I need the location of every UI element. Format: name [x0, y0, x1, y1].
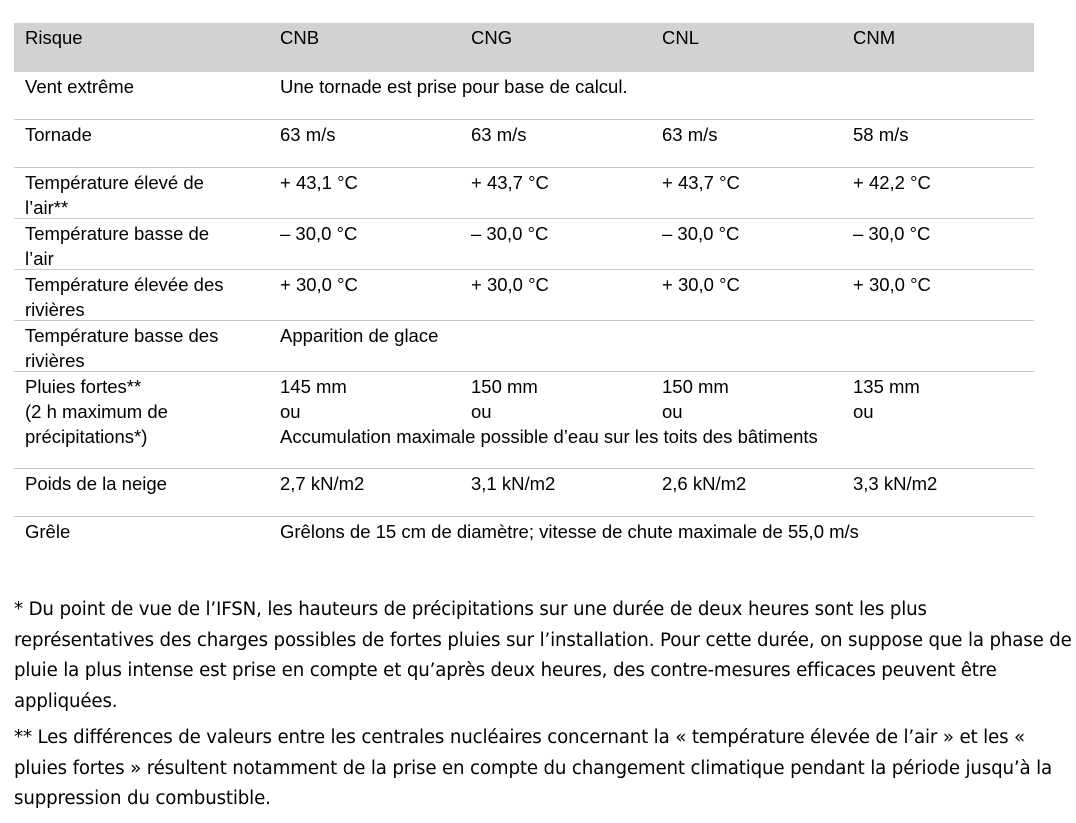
table-row	[14, 469, 1034, 517]
header-cnl: CNL	[662, 27, 700, 48]
table-row	[14, 219, 1034, 270]
footnotes	[14, 595, 1072, 821]
row-label: Grêle	[25, 521, 71, 542]
row-label: Température basse des rivières	[25, 325, 219, 371]
footnote-single-star: * Du point de vue de l’IFSN, les hauteurs de précipitations sur une durée de deux heures sont les plus représentatives des charges possibles de fortes pluies sur l’installation. Pour cette durée, on suppose que la phase de pluie la plus intense est prise en compte et qu’après deux heures, des contre-mesures efficaces peuvent être appliquées.	[14, 599, 1072, 712]
row-label: Température élevée des rivières	[25, 274, 224, 320]
table-row	[14, 321, 1034, 372]
cell-cnl: – 30,0 °C	[662, 223, 740, 244]
table-header-row	[14, 23, 1034, 72]
header-risque: Risque	[25, 27, 83, 48]
row-label: Température basse de l’air	[25, 223, 210, 269]
cell-cng: + 30,0 °C	[471, 274, 549, 295]
row-span-value: Accumulation maximale possible d’eau sur les toits des bâtiments	[280, 426, 818, 447]
table-row	[14, 120, 1034, 168]
table-row	[14, 517, 1034, 564]
cell-cng: – 30,0 °C	[471, 223, 549, 244]
cell-cnb: – 30,0 °C	[280, 223, 358, 244]
cell-cnl: + 43,7 °C	[662, 172, 740, 193]
cell-cnm: 3,3 kN/m2	[853, 473, 938, 494]
cell-cnb: 145 mm ou	[280, 376, 347, 422]
row-span-value: Apparition de glace	[280, 325, 439, 346]
cell-cng: 63 m/s	[471, 124, 527, 145]
row-label: Poids de la neige	[25, 473, 167, 494]
cell-cnl: 2,6 kN/m2	[662, 473, 747, 494]
table-row	[14, 372, 1034, 469]
row-span-value: Une tornade est prise pour base de calcul.	[280, 76, 628, 97]
table-row	[14, 72, 1034, 120]
cell-cnm: 135 mm ou	[853, 376, 920, 422]
cell-cnb: + 43,1 °C	[280, 172, 358, 193]
cell-cnm: + 30,0 °C	[853, 274, 931, 295]
table-row	[14, 270, 1034, 321]
risk-table	[14, 23, 1034, 564]
cell-cng: + 43,7 °C	[471, 172, 549, 193]
row-label: Pluies fortes** (2 h maximum de précipitations*)	[25, 376, 168, 447]
footnote-double-star: ** Les différences de valeurs entre les centrales nucléaires concernant la « température élevée de l’air » et les « pluies fortes » résultent notamment de la prise en compte du changement climatique pendant la période jusqu’à la suppression du combustible.	[14, 727, 1053, 809]
cell-cnb: 63 m/s	[280, 124, 336, 145]
row-label: Température élevé de l’air**	[25, 172, 204, 218]
cell-cng: 3,1 kN/m2	[471, 473, 556, 494]
cell-cng: 150 mm ou	[471, 376, 538, 422]
cell-cnb: + 30,0 °C	[280, 274, 358, 295]
cell-cnl: + 30,0 °C	[662, 274, 740, 295]
header-cng: CNG	[471, 27, 513, 48]
row-span-value: Grêlons de 15 cm de diamètre; vitesse de chute maximale de 55,0 m/s	[280, 521, 859, 542]
cell-cnl: 63 m/s	[662, 124, 718, 145]
row-label: Tornade	[25, 124, 92, 145]
cell-cnm: + 42,2 °C	[853, 172, 931, 193]
cell-cnm: 58 m/s	[853, 124, 909, 145]
row-label: Vent extrême	[25, 76, 135, 97]
table-row	[14, 168, 1034, 219]
cell-cnb: 2,7 kN/m2	[280, 473, 365, 494]
header-cnm: CNM	[853, 27, 896, 48]
cell-cnm: – 30,0 °C	[853, 223, 931, 244]
cell-cnl: 150 mm ou	[662, 376, 729, 422]
header-cnb: CNB	[280, 27, 320, 48]
